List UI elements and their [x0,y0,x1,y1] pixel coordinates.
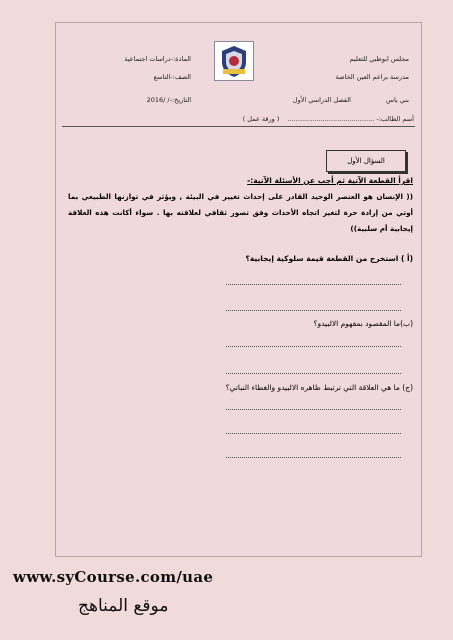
instruction: اقرأ القطعة الآتية ثم أجب عن الأسئلة الآتية:- [247,176,413,185]
worksheet-label: ( ورقة عمل ) [242,115,280,123]
answer-line [226,433,401,434]
answer-line [226,457,401,458]
header-location: بني ياس [386,96,409,104]
question-c: (ج) ما هي العلاقة التي ترتبط ظاهره الالبيدو والغطاء النباتي؟ [225,383,413,392]
student-name-dots: .......................................... [287,115,375,123]
answer-line [226,409,401,410]
answer-line [226,284,401,285]
section-title-box: السؤال الأول [326,150,406,172]
header-school: مدرسة براعم العين الخاصة [335,73,409,81]
question-b: (ب)ما المقصود بمفهوم الالبيدو؟ [313,319,413,328]
school-logo-icon [214,41,254,81]
student-name-label: أسم الطالب:- [376,115,414,123]
student-name-row [114,115,414,123]
header-date: التاريخ:-/ /2016 [146,96,191,104]
answer-line [226,346,401,347]
question-a: (أ ) استخرج من القطعة قيمة سلوكية إيجابية؟ [245,254,413,263]
worksheet-page [55,22,422,557]
header-divider [62,126,415,127]
footer-url-link[interactable]: www.syCourse.com/uae [13,568,214,586]
header-semester: الفصل الدراسي الأول [292,96,351,104]
header-council: مجلس ابوظبي للتعليم [349,55,409,63]
answer-line [226,373,401,374]
header-subject: المادة:-دراسات اجتماعية [124,55,191,63]
footer-site-name: موقع المناهج [78,596,169,616]
reading-passage: (( الإنسان هو العنصر الوحيد القادر على إحداث تغيير في البيئة , ويؤثر في توازنها الطبيعي بما أوتي من إرادة حرة لتغير اتجاه الأحداث وفق تصور ثقافي لعلاقته بها . سواء أكانت هذه العلاقة إيجابية أم سلبية)) [68,192,413,233]
header-grade: الصف:-التاسع [153,73,191,81]
answer-line [226,310,401,311]
